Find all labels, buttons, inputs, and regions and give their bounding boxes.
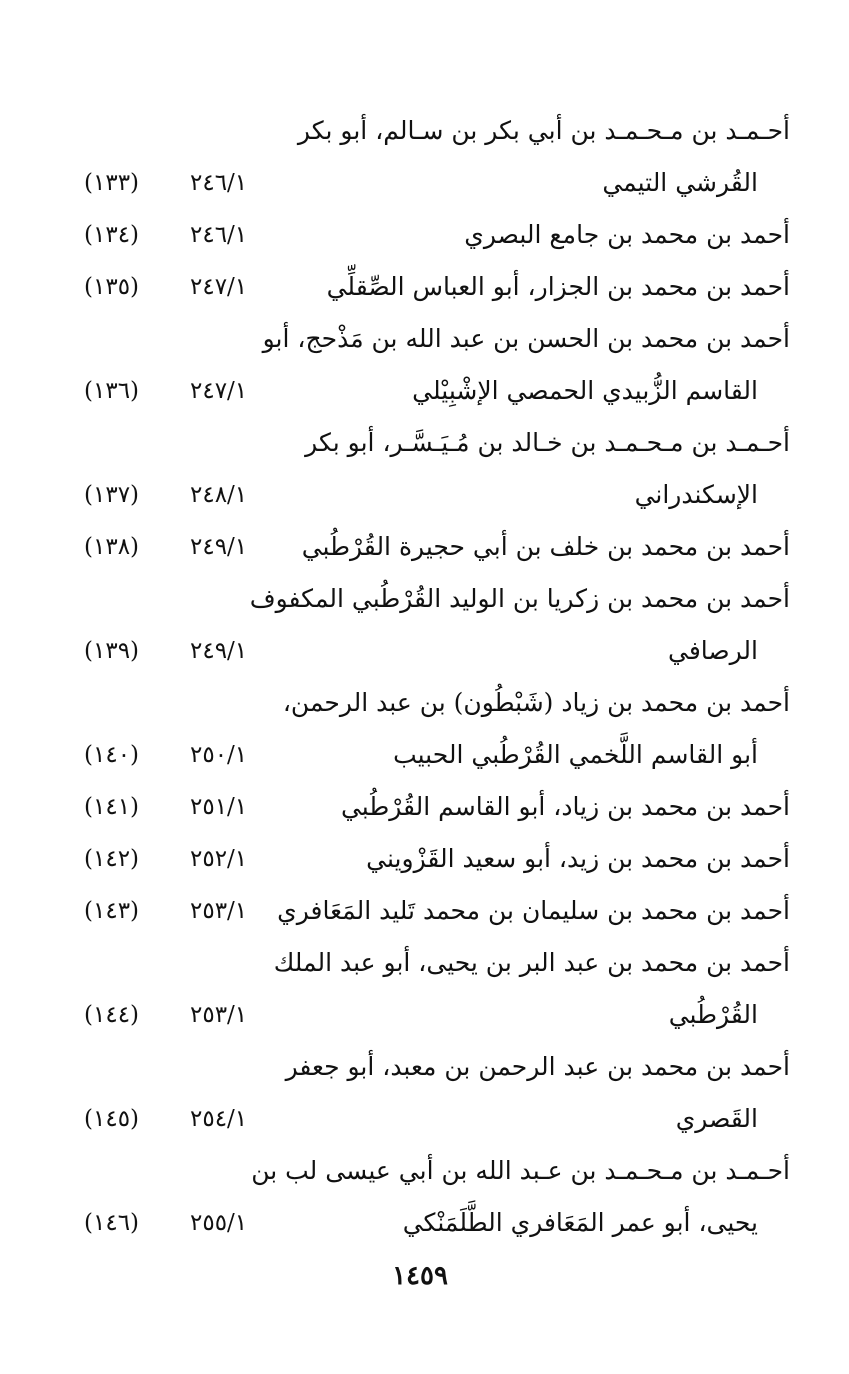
entry-text: الرصافي <box>668 636 758 665</box>
entry-number: (١٤٥) <box>84 1106 140 1132</box>
entry-number: (١٣٧) <box>84 482 140 508</box>
entry-text: أحمد بن محمد بن زيد، أبو سعيد القَزْويني <box>366 844 790 873</box>
index-line <box>60 209 790 261</box>
index-line <box>60 677 790 729</box>
index-line <box>60 833 790 885</box>
entry-text: أحمد بن محمد بن جامع البصري <box>464 220 790 249</box>
entry-text: أبو القاسم اللَّخمي القُرْطُبي الحبيب <box>393 740 758 769</box>
entry-text: أحمد بن محمد بن سليمان بن محمد تَليد المَعَافري <box>277 896 790 925</box>
volume-page-ref: ٢٥٥/١ <box>190 1210 248 1236</box>
entry-text: أحمد بن محمد بن عبد الرحمن بن معبد، أبو جعفر <box>285 1052 790 1081</box>
volume-page-ref: ٢٤٩/١ <box>190 534 248 560</box>
index-line <box>60 521 790 573</box>
entry-text: أحـمـد بن مـحـمـد بن عـبد الله بن أبي عيسى لب بن <box>251 1156 790 1185</box>
index-line <box>60 1041 790 1093</box>
index-line <box>60 105 790 157</box>
index-line <box>60 157 790 209</box>
entry-text: أحمد بن محمد بن زياد (شَبْطُون) بن عبد الرحمن، <box>282 688 790 717</box>
volume-page-ref: ٢٥٤/١ <box>190 1106 248 1132</box>
index-line <box>60 417 790 469</box>
entry-text: أحمد بن محمد بن خلف بن أبي حجيرة القُرْطُبي <box>301 532 790 561</box>
entry-text: أحمد بن محمد بن زكريا بن الوليد القُرْطُبي المكفوف <box>249 584 790 613</box>
index-line <box>60 469 790 521</box>
index-line <box>60 1197 790 1249</box>
index-line <box>60 729 790 781</box>
entry-number: (١٤٠) <box>84 742 140 768</box>
entry-number: (١٤٦) <box>84 1210 140 1236</box>
index-line <box>60 313 790 365</box>
entry-text: أحـمـد بن مـحـمـد بن خـالد بن مُـيَـسَّـر، أبو بكر <box>305 428 790 457</box>
entry-number: (١٤١) <box>84 794 140 820</box>
entry-number: (١٣٨) <box>84 534 140 560</box>
volume-page-ref: ٢٤٩/١ <box>190 638 248 664</box>
index-line <box>60 937 790 989</box>
index-line <box>60 261 790 313</box>
volume-page-ref: ٢٤٦/١ <box>190 222 248 248</box>
index-line <box>60 989 790 1041</box>
index-line <box>60 625 790 677</box>
volume-page-ref: ٢٥٢/١ <box>190 846 248 872</box>
entry-text: أحمد بن محمد بن زياد، أبو القاسم القُرْطُبي <box>340 792 790 821</box>
entry-number: (١٤٤) <box>84 1002 140 1028</box>
index-line <box>60 781 790 833</box>
entry-number: (١٣٣) <box>84 170 140 196</box>
entry-text: أحمد بن محمد بن الحسن بن عبد الله بن مَذْحج، أبو <box>262 324 790 353</box>
entry-text: القُرشي التيمي <box>602 168 758 197</box>
volume-page-ref: ٢٥٣/١ <box>190 1002 248 1028</box>
entry-number: (١٣٥) <box>84 274 140 300</box>
entry-text: أحمد بن محمد بن عبد البر بن يحيى، أبو عبد الملك <box>273 948 790 977</box>
entry-text: القُرْطُبي <box>668 1000 758 1029</box>
volume-page-ref: ٢٥٠/١ <box>190 742 248 768</box>
entry-text: أحـمـد بن مـحـمـد بن أبي بكر بن سـالم، أبو بكر <box>297 116 790 145</box>
entry-number: (١٣٤) <box>84 222 140 248</box>
entry-number: (١٣٦) <box>84 378 140 404</box>
entry-text: أحمد بن محمد بن الجزار، أبو العباس الصِّقلِّي <box>326 272 790 301</box>
index-line <box>60 1093 790 1145</box>
volume-page-ref: ٢٤٧/١ <box>190 274 248 300</box>
entry-text: القاسم الزُّبيدي الحمصي الإشْبِيْلي <box>412 376 758 405</box>
entry-number: (١٣٩) <box>84 638 140 664</box>
volume-page-ref: ٢٥١/١ <box>190 794 248 820</box>
index-line <box>60 885 790 937</box>
index-line <box>60 1145 790 1197</box>
volume-page-ref: ٢٥٣/١ <box>190 898 248 924</box>
entry-text: القَصري <box>675 1104 758 1133</box>
entry-text: يحيى، أبو عمر المَعَافري الطَّلَمَنْكي <box>402 1208 758 1237</box>
entry-number: (١٤٢) <box>84 846 140 872</box>
volume-page-ref: ٢٤٦/١ <box>190 170 248 196</box>
volume-page-ref: ٢٤٧/١ <box>190 378 248 404</box>
index-line <box>60 365 790 417</box>
volume-page-ref: ٢٤٨/١ <box>190 482 248 508</box>
entry-text: الإسكندراني <box>634 480 758 509</box>
entry-number: (١٤٣) <box>84 898 140 924</box>
index-line <box>60 573 790 625</box>
page-number: ١٤٥٩ <box>392 1261 448 1291</box>
